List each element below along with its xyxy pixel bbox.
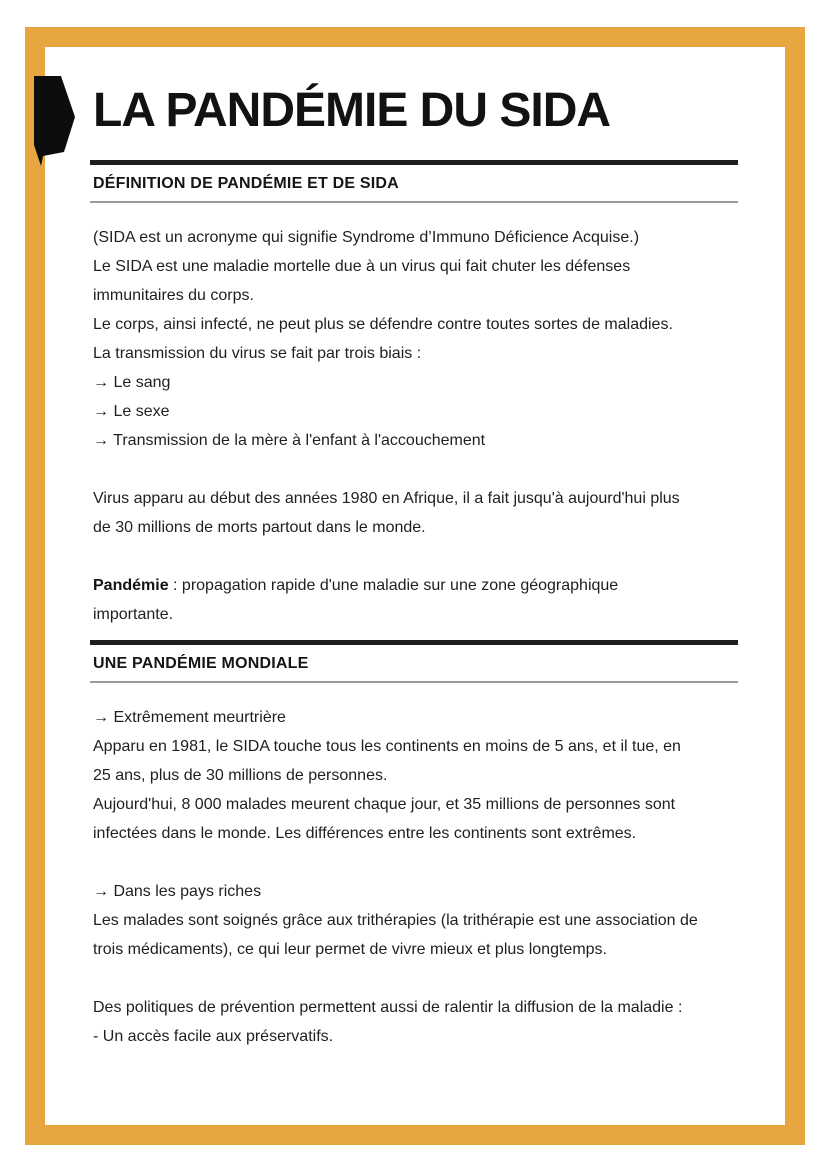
definition-text: : propagation rapide d'une maladie sur une zone géographique [168, 577, 619, 594]
section-rule-thick [90, 640, 738, 645]
text-line: (SIDA est un acronyme qui signifie Syndrome d’Immuno Déficience Acquise.) [93, 229, 640, 246]
section-rule-thick [90, 160, 738, 165]
page-title: LA PANDÉMIE DU SIDA [93, 84, 611, 137]
section-body-mondiale [90, 703, 738, 1051]
section-heading-definition: DÉFINITION DE PANDÉMIE ET DE SIDA [93, 175, 399, 192]
text-line: Les malades sont soignés grâce aux trithérapies (la trithérapie est une association de [93, 912, 698, 929]
arrow-bullet-line: → Le sexe [93, 403, 170, 420]
arrow-bullet-line: → Dans les pays riches [93, 883, 262, 900]
text-line: immunitaires du corps. [93, 287, 254, 304]
paragraph-gap [93, 848, 738, 877]
text-line: Le corps, ainsi infecté, ne peut plus se défendre contre toutes sortes de maladies. [93, 316, 673, 333]
definition-line [93, 571, 738, 600]
text-line: Le SIDA est une maladie mortelle due à un virus qui fait chuter les défenses [93, 258, 631, 275]
paragraph-gap [93, 542, 738, 571]
arrow-bullet-line: → Le sang [93, 374, 171, 391]
section-rule-thin [90, 681, 738, 683]
arrow-bullet-line: → Transmission de la mère à l'enfant à l'accouchement [93, 432, 486, 449]
section-body-definition [90, 223, 738, 629]
text-line: - Un accès facile aux préservatifs. [93, 1028, 334, 1045]
pennant-icon [34, 76, 75, 166]
text-line: importante. [93, 606, 174, 623]
section-heading-mondiale: UNE PANDÉMIE MONDIALE [93, 655, 309, 672]
definition-term: Pandémie [93, 577, 169, 594]
paragraph-gap [93, 455, 738, 484]
paragraph-gap [93, 964, 738, 993]
text-line: Virus apparu au début des années 1980 en Afrique, il a fait jusqu'à aujourd'hui plus [93, 490, 680, 507]
text-line: de 30 millions de morts partout dans le monde. [93, 519, 426, 536]
arrow-bullet-line: → Extrêmement meurtrière [93, 709, 286, 726]
section-rule-thin [90, 201, 738, 203]
text-line: trois médicaments), ce qui leur permet de vivre mieux et plus longtemps. [93, 941, 607, 958]
text-line: Aujourd'hui, 8 000 malades meurent chaque jour, et 35 millions de personnes sont [93, 796, 676, 813]
text-line: La transmission du virus se fait par trois biais : [93, 345, 422, 362]
text-line: Des politiques de prévention permettent aussi de ralentir la diffusion de la maladie : [93, 999, 683, 1016]
text-line: Apparu en 1981, le SIDA touche tous les continents en moins de 5 ans, et il tue, en [93, 738, 681, 755]
text-line: 25 ans, plus de 30 millions de personnes. [93, 767, 388, 784]
text-line: infectées dans le monde. Les différences entre les continents sont extrêmes. [93, 825, 637, 842]
document-content [90, 84, 738, 1051]
